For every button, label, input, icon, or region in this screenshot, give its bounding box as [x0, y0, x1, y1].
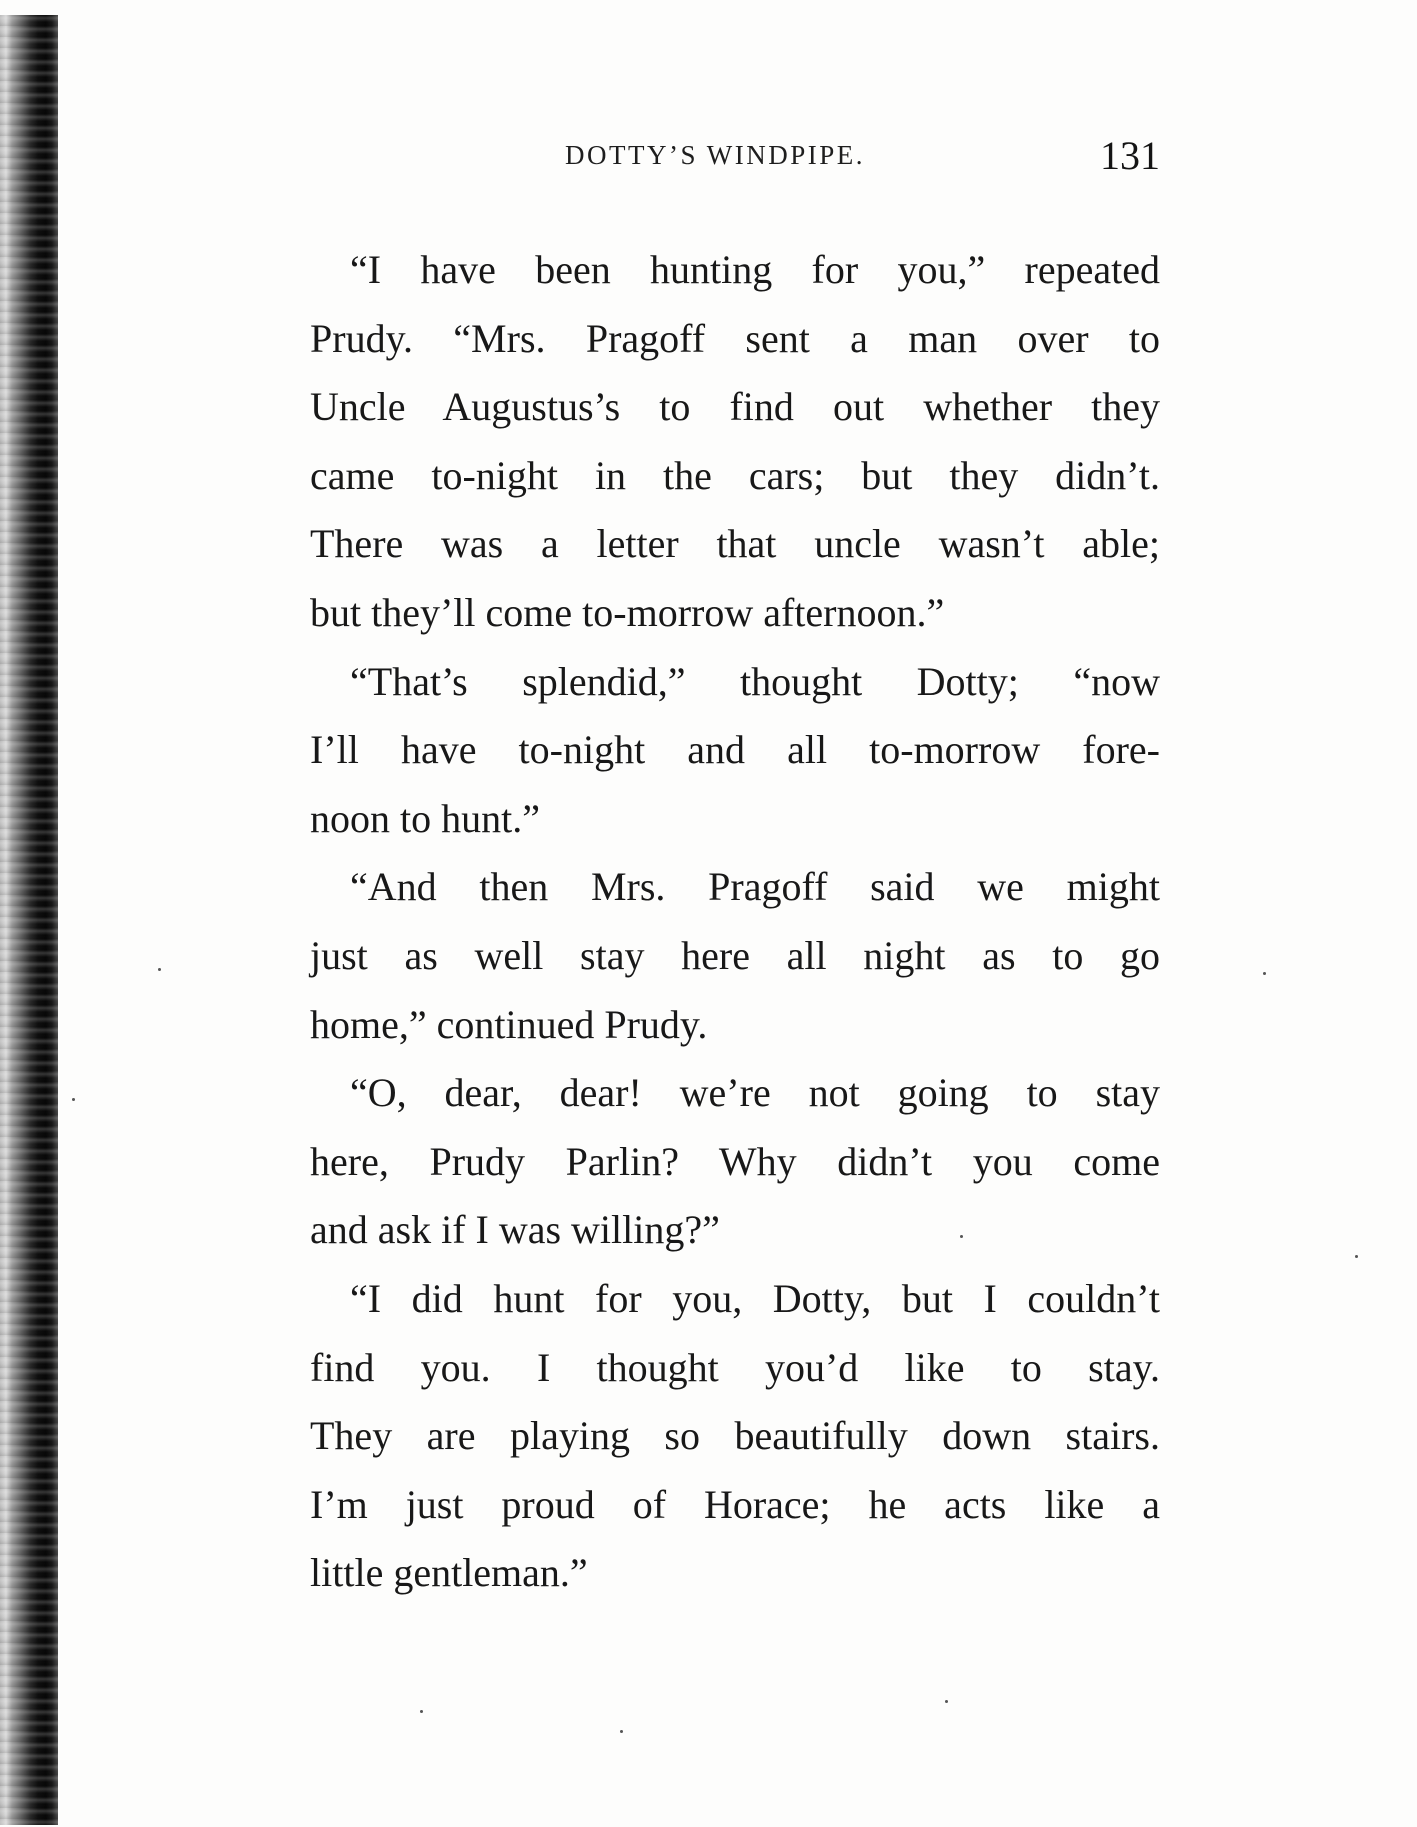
- paper-speck: [1355, 1255, 1358, 1258]
- running-title: DOTTY’S WINDPIPE.: [565, 140, 865, 170]
- page-number: 131: [1100, 133, 1160, 178]
- text-line: little gentleman.”: [310, 1550, 588, 1596]
- running-head: [565, 132, 1160, 182]
- text-line: They are playing so beautifully down stairs.: [310, 1413, 1160, 1459]
- text-line: “And then Mrs. Pragoff said we might: [350, 864, 1160, 910]
- text-line: “I have been hunting for you,” repeated: [350, 247, 1160, 292]
- text-line: here, Prudy Parlin? Why didn’t you come: [310, 1138, 1160, 1184]
- text-line: “I did hunt for you, Dotty, but I couldn’t: [350, 1275, 1160, 1321]
- text-line: “That’s splendid,” thought Dotty; “now: [350, 658, 1160, 704]
- paper-speck: [620, 1730, 623, 1733]
- text-line: I’ll have to-night and all to-morrow fore-: [310, 727, 1160, 773]
- text-line: but they’ll come to-morrow afternoon.”: [310, 589, 945, 635]
- paper-speck: [420, 1710, 423, 1713]
- text-line: Uncle Augustus’s to find out whether they: [310, 384, 1160, 430]
- text-line: “O, dear, dear! we’re not going to stay: [350, 1070, 1160, 1116]
- text-line: find you. I thought you’d like to stay.: [310, 1344, 1160, 1390]
- text-line: There was a letter that uncle wasn’t able;: [310, 521, 1160, 567]
- paper-speck: [72, 1098, 75, 1101]
- text-line: home,” continued Prudy.: [310, 1001, 708, 1047]
- text-line: and ask if I was willing?”: [310, 1207, 720, 1253]
- text-line: noon to hunt.”: [310, 795, 540, 841]
- paper-speck: [1263, 972, 1266, 975]
- body-text: [310, 236, 1160, 1608]
- page-binding-edge: [0, 15, 58, 1825]
- paper-speck: [945, 1700, 948, 1703]
- text-line: Prudy. “Mrs. Pragoff sent a man over to: [310, 315, 1160, 361]
- paper-speck: [960, 1235, 963, 1238]
- text-line: I’m just proud of Horace; he acts like a: [310, 1481, 1160, 1527]
- text-line: just as well stay here all night as to go: [310, 932, 1160, 978]
- text-line: came to-night in the cars; but they didn’t.: [310, 452, 1160, 498]
- paper-speck: [158, 968, 161, 971]
